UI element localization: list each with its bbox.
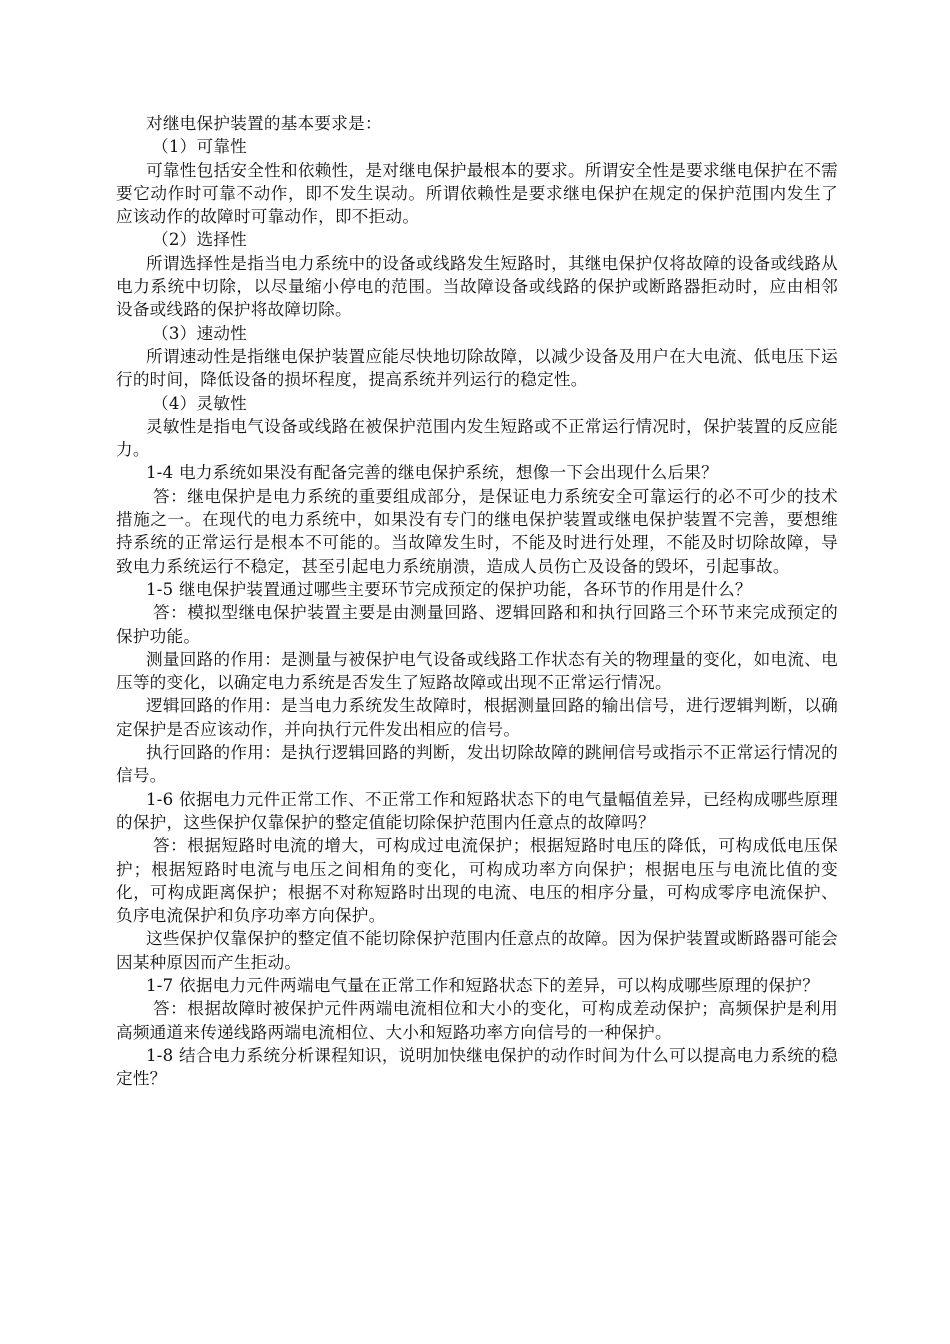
paragraph-intro: 对继电保护装置的基本要求是： bbox=[146, 114, 382, 133]
heading-reliability: （1）可靠性 bbox=[152, 137, 248, 157]
paragraph-1-6-conclusion: 这些保护仅靠保护的整定值不能切除保护范围内任意点的故障。因为保护装置或断路器可能会因某种原因而产生拒动。 bbox=[116, 929, 838, 972]
paragraph-reliability: 可靠性包括安全性和依赖性，是对继电保护最根本的要求。所谓安全性是要求继电保护在不需要它动作时可靠不动作，即不发生误动。所谓依赖性是要求继电保护在规定的保护范围内发生了应该动作的故障时可靠动作，即不拒动。 bbox=[116, 160, 838, 227]
heading-selectivity: （2）选择性 bbox=[152, 230, 248, 250]
paragraph-measurement-circuit: 测量回路的作用：是测量与被保护电气设备或线路工作状态有关的物理量的变化，如电流、电压等的变化，以确定电力系统是否发生了短路故障或出现不正常运行情况。 bbox=[116, 649, 838, 693]
answer-1-6: 答：根据短路时电流的增大，可构成过电流保护；根据短路时电压的降低，可构成低电压保护；根据短路时电流与电压之间相角的变化，可构成功率方向保护；根据电压与电流比值的变化，可构成距离保护；根据不对称短路时出现的电流、电压的相序分量，可构成零序电流保护、负序电流保护和负序功率方向保护。 bbox=[116, 836, 838, 926]
answer-1-5: 答：模拟型继电保护装置主要是由测量回路、逻辑回路和和执行回路三个环节来完成预定的保护功能。 bbox=[116, 603, 838, 646]
question-1-8: 1-8 结合电力系统分析课程知识，说明加快继电保护的动作时间为什么可以提高电力系统的稳定性？ bbox=[116, 1045, 838, 1089]
paragraph-logic-circuit: 逻辑回路的作用：是当电力系统发生故障时，根据测量回路的输出信号，进行逻辑判断，以确定保护是否应该动作，并向执行元件发出相应的信号。 bbox=[116, 696, 838, 739]
paragraph-speed: 所谓速动性是指继电保护装置应能尽快地切除故障，以减少设备及用户在大电流、低电压下运行的时间，降低设备的损坏程度，提高系统并列运行的稳定性。 bbox=[116, 346, 838, 390]
heading-speed: （3）速动性 bbox=[152, 323, 248, 343]
paragraph-execution-circuit: 执行回路的作用：是执行逻辑回路的判断，发出切除故障的跳闸信号或指示不正常运行情况的信号。 bbox=[116, 743, 838, 786]
answer-1-4: 答：继电保护是电力系统的重要组成部分，是保证电力系统安全可靠运行的必不可少的技术措施之一。在现代的电力系统中，如果没有专门的继电保护装置或继电保护装置不完善，要想维持系统的正常运行是根本不可能的。当故障发生时，不能及时进行处理，不能及时切除故障，导致电力系统运行不稳定，甚至引起电力系统崩溃，造成人员伤亡及设备的毁坏，引起事故。 bbox=[116, 486, 838, 576]
document-body bbox=[116, 112, 838, 1090]
paragraph-sensitivity: 灵敏性是指电气设备或线路在被保护范围内发生短路或不正常运行情况时，保护装置的反应能力。 bbox=[116, 416, 838, 460]
heading-sensitivity: （4）灵敏性 bbox=[152, 393, 248, 413]
question-1-4: 1-4 电力系统如果没有配备完善的继电保护系统，想像一下会出现什么后果？ bbox=[146, 463, 718, 483]
answer-1-7: 答：根据故障时被保护元件两端电流相位和大小的变化，可构成差动保护；高频保护是利用高频通道来传递线路两端电流相位、大小和短路功率方向信号的一种保护。 bbox=[116, 999, 838, 1042]
question-1-7: 1-7 依据电力元件两端电气量在正常工作和短路状态下的差异，可以构成哪些原理的保护？ bbox=[146, 975, 820, 995]
question-1-5: 1-5 继电保护装置通过哪些主要环节完成预定的保护功能，各环节的作用是什么？ bbox=[146, 579, 752, 599]
paragraph-selectivity: 所谓选择性是指当电力系统中的设备或线路发生短路时，其继电保护仅将故障的设备或线路从电力系统中切除，以尽量缩小停电的范围。当故障设备或线路的保护或断路器拒动时，应由相邻设备或线路的保护将故障切除。 bbox=[116, 253, 838, 320]
question-1-6: 1-6 依据电力元件正常工作、不正常工作和短路状态下的电气量幅值差异，已经构成哪些原理的保护，这些保护仅靠保护的整定值能切除保护范围内任意点的故障吗？ bbox=[116, 789, 838, 832]
